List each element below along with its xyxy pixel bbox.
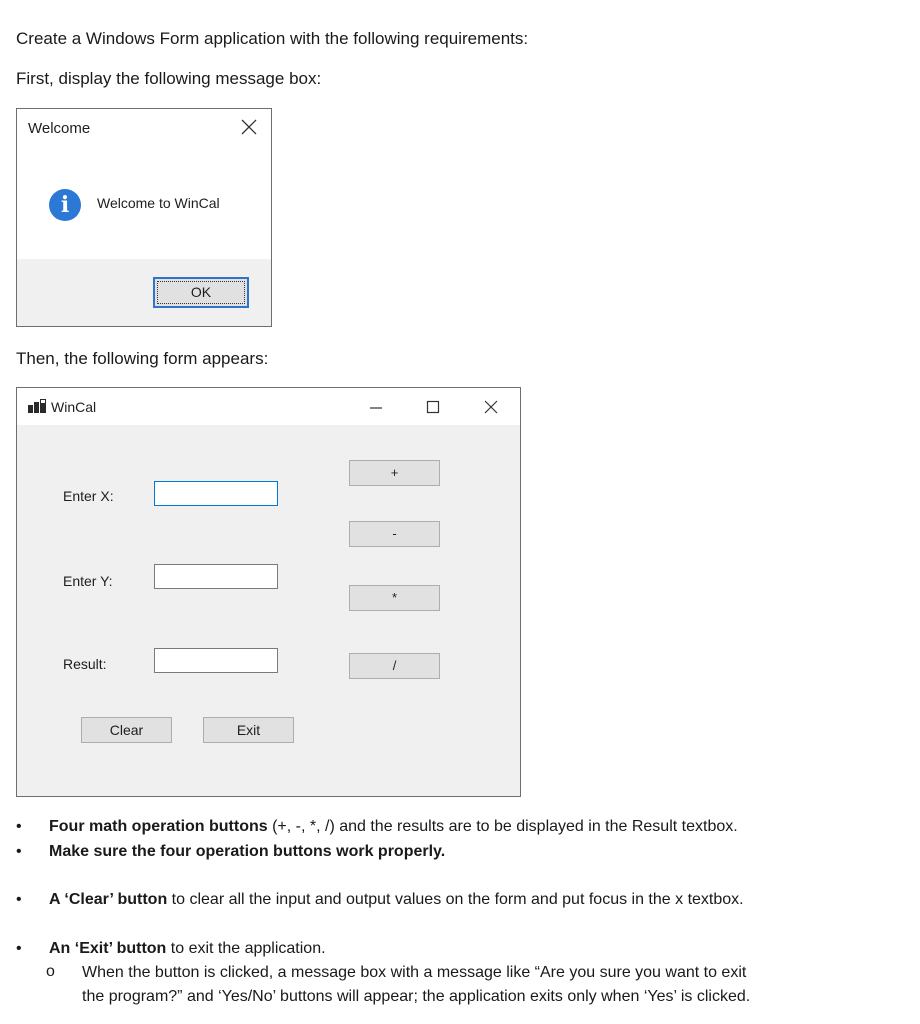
result-label: Result: — [63, 656, 107, 672]
subtract-button[interactable]: - — [349, 521, 440, 547]
intro-line-1: Create a Windows Form application with the following requirements: — [16, 29, 529, 48]
enter-y-label: Enter Y: — [63, 573, 113, 589]
requirement-4-detail-line-1: When the button is clicked, a message box with a message like “Are you sure you want to exit — [82, 964, 747, 981]
requirement-2-bold: Make sure the four operation buttons work properly. — [49, 843, 446, 860]
bullet: • — [16, 891, 22, 908]
clear-button[interactable]: Clear — [81, 717, 172, 743]
add-button[interactable]: + — [349, 460, 440, 486]
requirement-1-bold: Four math operation buttons — [49, 818, 268, 835]
requirement-1 — [49, 818, 738, 836]
divide-button[interactable]: / — [349, 653, 440, 679]
requirement-3-rest: to clear all the input and output values on the form and put focus in the x textbox. — [167, 891, 744, 908]
bullet: • — [16, 843, 22, 860]
ok-button[interactable]: OK — [153, 277, 249, 308]
requirement-3-bold: A ‘Clear’ button — [49, 891, 168, 908]
app-form-icon — [28, 399, 46, 413]
multiply-button[interactable]: * — [349, 585, 440, 611]
requirement-4-bold: An ‘Exit’ button — [49, 940, 167, 957]
info-icon: i — [49, 189, 81, 221]
message-box-title: Welcome — [28, 120, 91, 137]
requirement-4-detail-line-2: the program?” and ‘Yes/No’ buttons will appear; the application exits only when ‘Yes’ is clicked. — [82, 988, 751, 1005]
requirement-1-rest: (+, -, *, /) and the results are to be displayed in the Result textbox. — [267, 818, 738, 835]
requirement-2 — [49, 843, 445, 861]
close-icon[interactable] — [240, 118, 258, 136]
result-input[interactable] — [154, 648, 278, 673]
message-box-text: Welcome to WinCal — [97, 195, 220, 211]
intro-line-3: Then, the following form appears: — [16, 349, 269, 368]
requirement-3 — [49, 891, 744, 909]
maximize-icon[interactable] — [424, 398, 442, 416]
requirement-4 — [49, 940, 326, 958]
wincal-form — [16, 387, 521, 797]
welcome-message-box — [16, 108, 272, 327]
bullet: • — [16, 940, 22, 957]
requirement-4-rest: to exit the application. — [166, 940, 326, 957]
bullet: • — [16, 818, 22, 835]
minimize-icon[interactable] — [367, 398, 385, 416]
form-titlebar — [17, 388, 520, 425]
enter-x-label: Enter X: — [63, 488, 114, 504]
close-icon[interactable] — [482, 398, 500, 416]
intro-line-2: First, display the following message box: — [16, 69, 322, 88]
y-input[interactable] — [154, 564, 278, 589]
sub-bullet: o — [46, 963, 55, 980]
exit-button[interactable]: Exit — [203, 717, 294, 743]
form-title: WinCal — [51, 399, 97, 415]
x-input[interactable] — [154, 481, 278, 506]
